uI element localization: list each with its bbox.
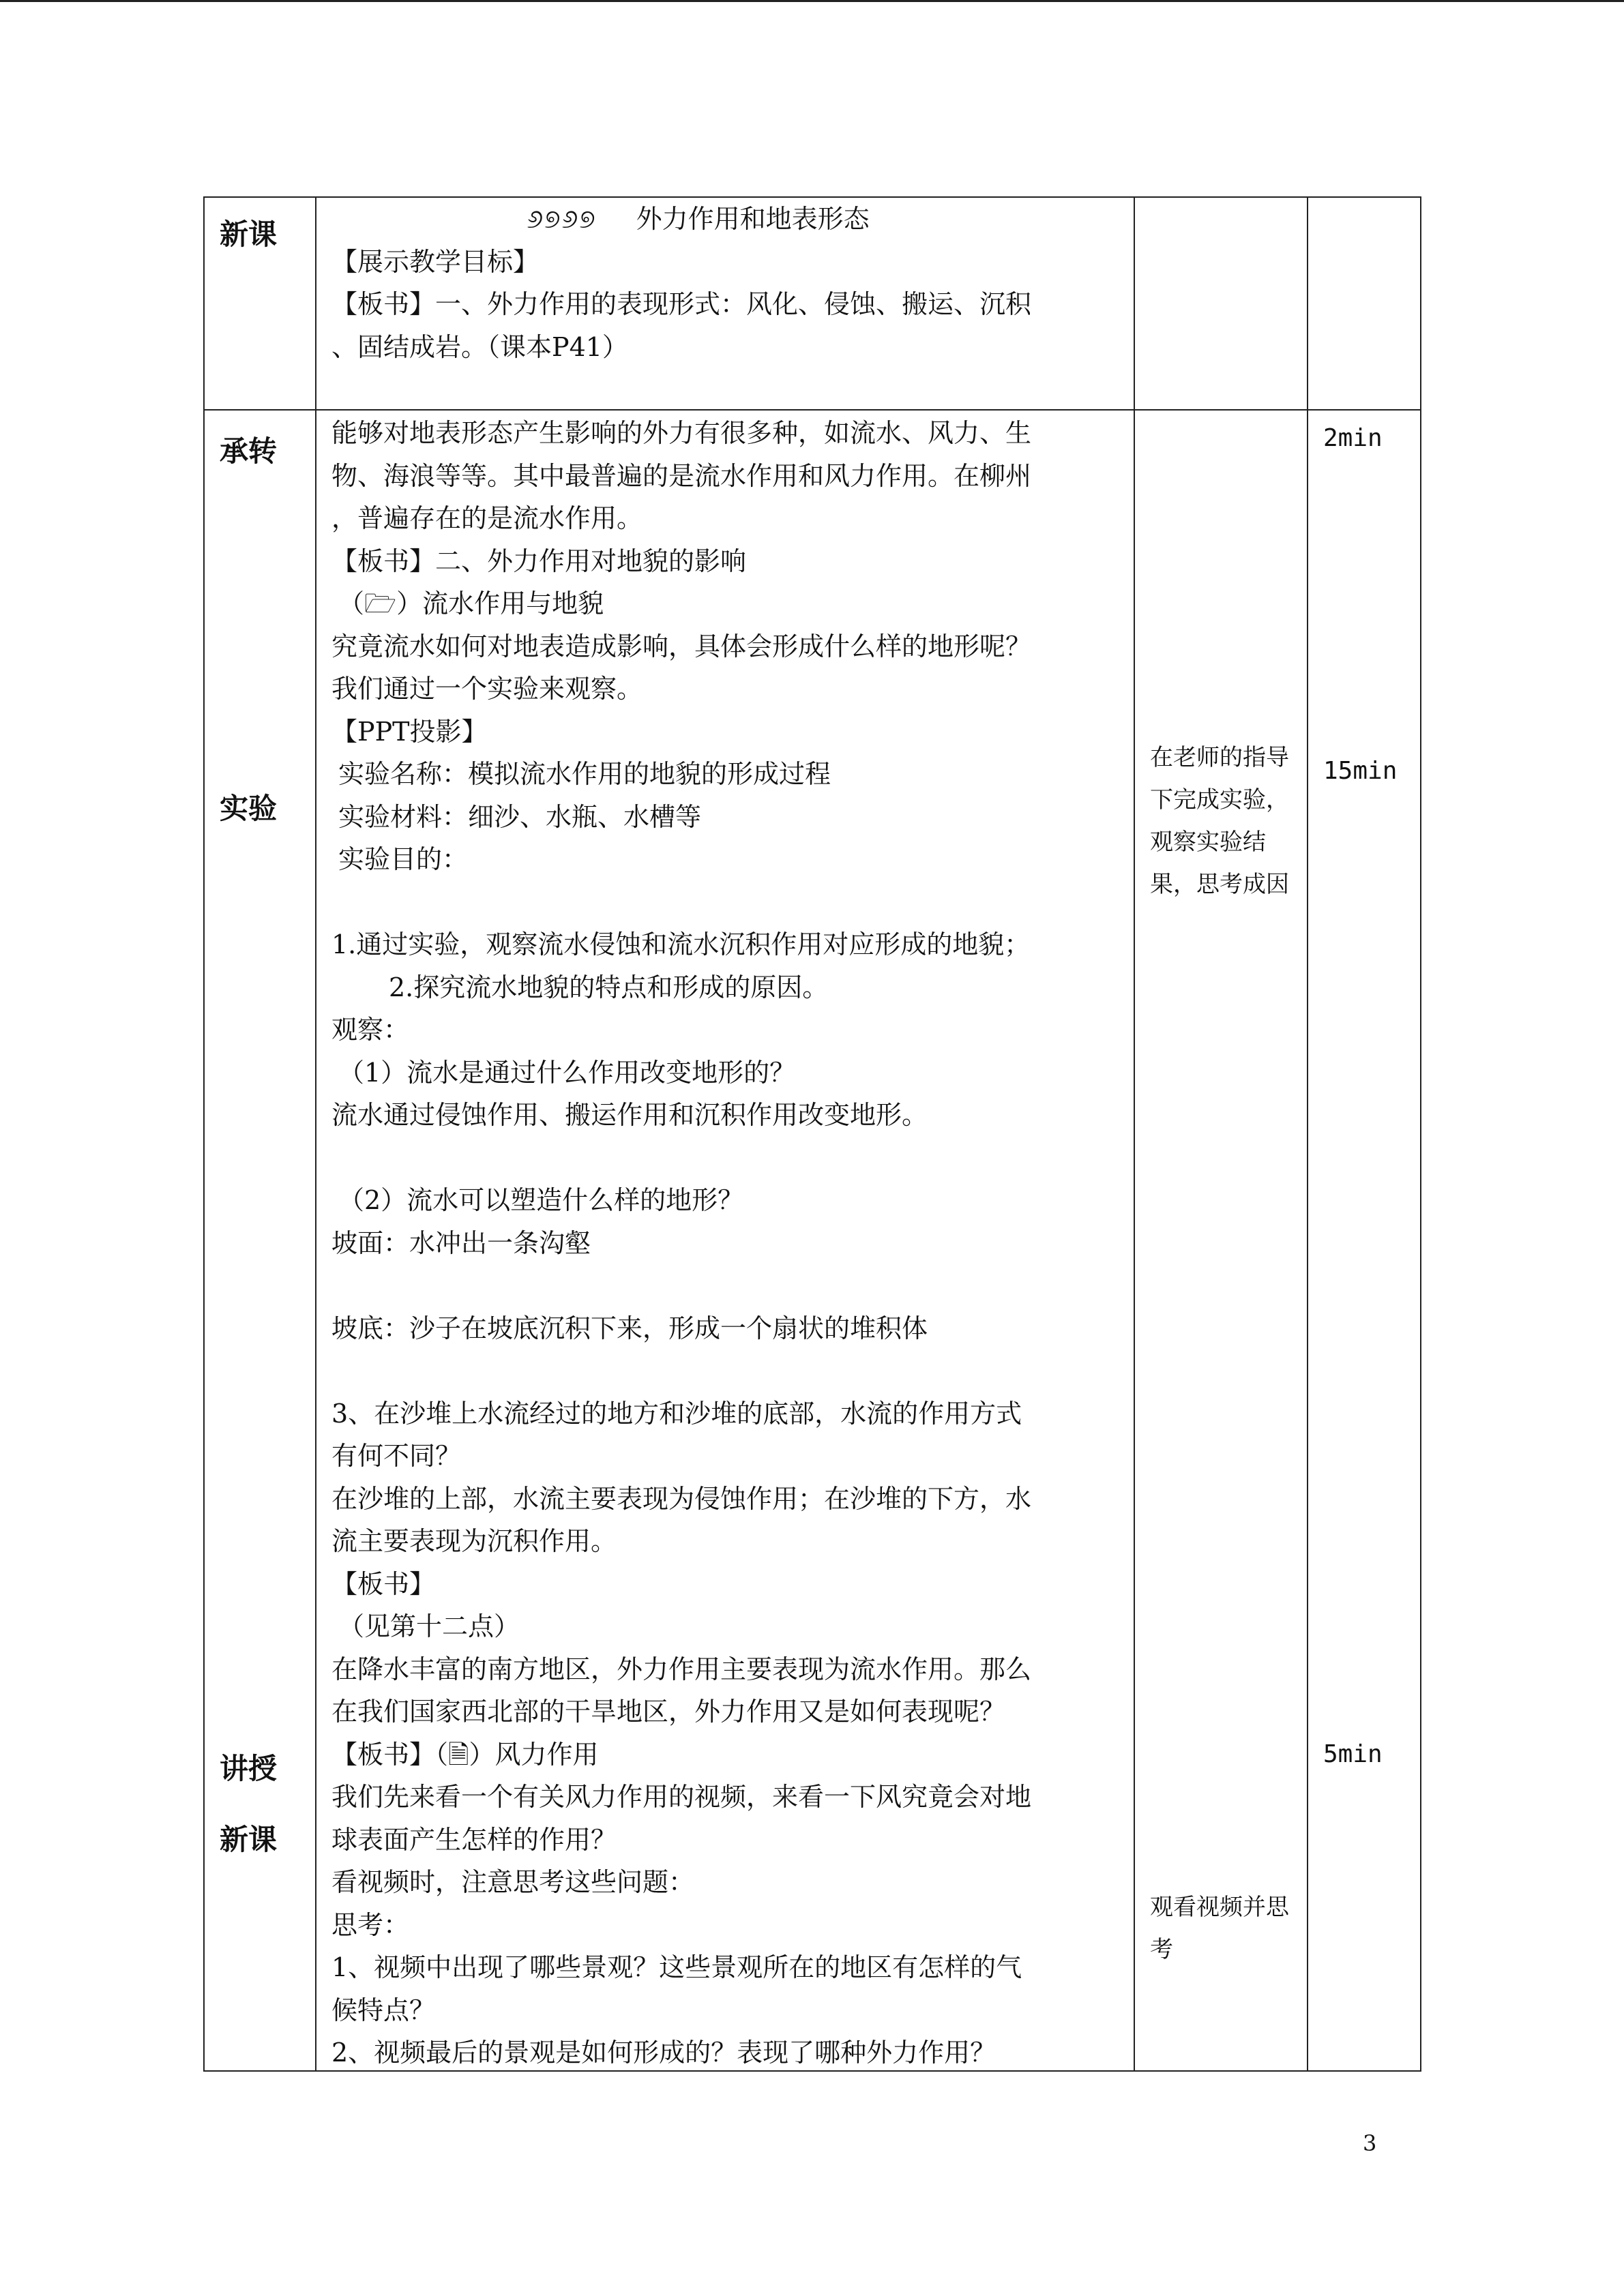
text-line: 候特点？ bbox=[331, 1995, 436, 2025]
text-line: 能够对地表形态产生影响的外力有很多种，如流水、风力、生 bbox=[331, 418, 1032, 448]
student-activity-video: 观看视频并思考 bbox=[1150, 1894, 1289, 1963]
text-line: 、固结成岩。（课本P41） bbox=[331, 331, 628, 362]
table-row bbox=[204, 410, 1421, 2071]
text-line: 坡面：水冲出一条沟壑 bbox=[331, 1227, 591, 1258]
page-number: 3 bbox=[1363, 2130, 1377, 2156]
text-line: 球表面产生怎样的作用？ bbox=[331, 1824, 617, 1855]
text-line: 【板书】一、外力作用的表现形式：风化、侵蚀、搬运、沉积 bbox=[331, 289, 1032, 319]
text-line: 看视频时，注意思考这些问题： bbox=[331, 1867, 695, 1897]
text-line: 2、视频最后的景观是如何形成的？表现了哪种外力作用？ bbox=[331, 2038, 996, 2068]
blank-line bbox=[331, 1137, 1126, 1180]
text-line: （2）流水可以塑造什么样的地形？ bbox=[338, 1185, 744, 1215]
text-line: 实验材料：细沙、水瓶、水槽等 bbox=[338, 801, 702, 832]
duration-experiment: 15min bbox=[1323, 757, 1398, 785]
text-line: 在沙堆的上部，水流主要表现为侵蚀作用；在沙堆的下方，水 bbox=[331, 1483, 1032, 1514]
text-line: 【板书】二、外力作用对地貌的影响 bbox=[331, 546, 747, 576]
text-line: 【板书】 bbox=[331, 1568, 436, 1599]
text-line: 思考： bbox=[331, 1909, 410, 1940]
stage-label-transition: 承转 bbox=[220, 434, 278, 468]
page-top-border bbox=[0, 0, 1624, 2]
content-cell bbox=[316, 410, 1134, 2071]
lesson-plan-table bbox=[203, 196, 1421, 2072]
content-cell bbox=[316, 197, 1134, 410]
stage-label-lecture: 讲授 bbox=[220, 1752, 278, 1785]
lesson-title-line bbox=[331, 198, 1126, 241]
stage-label-new-lesson: 新课 bbox=[220, 218, 278, 251]
text-line: 有何不同？ bbox=[331, 1441, 462, 1471]
text-line: 在降水丰富的南方地区，外力作用主要表现为流水作用。那么 bbox=[331, 1654, 1032, 1684]
stage-label-new-lesson-2: 新课 bbox=[220, 1823, 278, 1856]
text-line: 1.通过实验，观察流水侵蚀和流水沉积作用对应形成的地貌； bbox=[331, 929, 1031, 959]
text-line: 【板书】（🗎）风力作用 bbox=[331, 1739, 599, 1770]
ornament-icon: ୬୭୬୭ bbox=[527, 204, 597, 234]
student-activity-experiment: 在老师的指导下完成实验，观察实验结果，思考成因 bbox=[1150, 744, 1289, 898]
text-line: 1、视频中出现了哪些景观？这些景观所在的地区有怎样的气 bbox=[331, 1952, 1022, 1982]
stage-label-experiment: 实验 bbox=[220, 792, 278, 825]
text-line: 观察： bbox=[331, 1015, 410, 1045]
blank-line bbox=[331, 1264, 1126, 1307]
text-line: 我们通过一个实验来观察。 bbox=[331, 674, 643, 704]
text-line: 2.探究流水地貌的特点和形成的原因。 bbox=[389, 972, 829, 1002]
text-line: （🗁）流水作用与地貌 bbox=[338, 588, 604, 618]
stage-cell bbox=[204, 410, 316, 2071]
duration-cell bbox=[1308, 410, 1421, 2071]
text-line: 流主要表现为沉积作用。 bbox=[331, 1526, 617, 1556]
text-line: （1）流水是通过什么作用改变地形的？ bbox=[338, 1057, 796, 1088]
table-row bbox=[204, 197, 1421, 410]
blank-line bbox=[331, 1350, 1126, 1392]
duration-wind: 5min bbox=[1323, 1740, 1383, 1768]
text-line: 坡底：沙子在坡底沉积下来，形成一个扇状的堆积体 bbox=[331, 1313, 928, 1343]
text-line: 我们先来看一个有关风力作用的视频，来看一下风究竟会对地 bbox=[331, 1782, 1032, 1812]
lesson-title: 外力作用和地表形态 bbox=[636, 204, 870, 234]
text-line: 实验名称：模拟流水作用的地貌的形成过程 bbox=[338, 759, 831, 789]
student-activity-cell bbox=[1134, 410, 1308, 2071]
blank-line bbox=[331, 881, 1126, 924]
text-line: 流水通过侵蚀作用、搬运作用和沉积作用改变地形。 bbox=[331, 1100, 928, 1130]
text-line: 【PPT投影】 bbox=[331, 716, 488, 747]
text-line: ，普遍存在的是流水作用。 bbox=[331, 503, 643, 533]
duration-cell bbox=[1308, 197, 1421, 410]
text-line: 在我们国家西北部的干旱地区，外力作用又是如何表现呢？ bbox=[331, 1697, 1006, 1727]
student-activity-cell bbox=[1134, 197, 1308, 410]
stage-cell bbox=[204, 197, 316, 410]
text-line: 3、在沙堆上水流经过的地方和沙堆的底部，水流的作用方式 bbox=[331, 1398, 1022, 1429]
text-line: 究竟流水如何对地表造成影响，具体会形成什么样的地形呢？ bbox=[331, 631, 1032, 661]
text-line: 【展示教学目标】 bbox=[331, 246, 540, 277]
text-line: 实验目的： bbox=[338, 844, 469, 874]
text-line: （见第十二点） bbox=[338, 1611, 520, 1641]
text-line: 物、海浪等等。其中最普遍的是流水作用和风力作用。在柳州 bbox=[331, 460, 1032, 491]
duration-transition: 2min bbox=[1323, 424, 1383, 452]
